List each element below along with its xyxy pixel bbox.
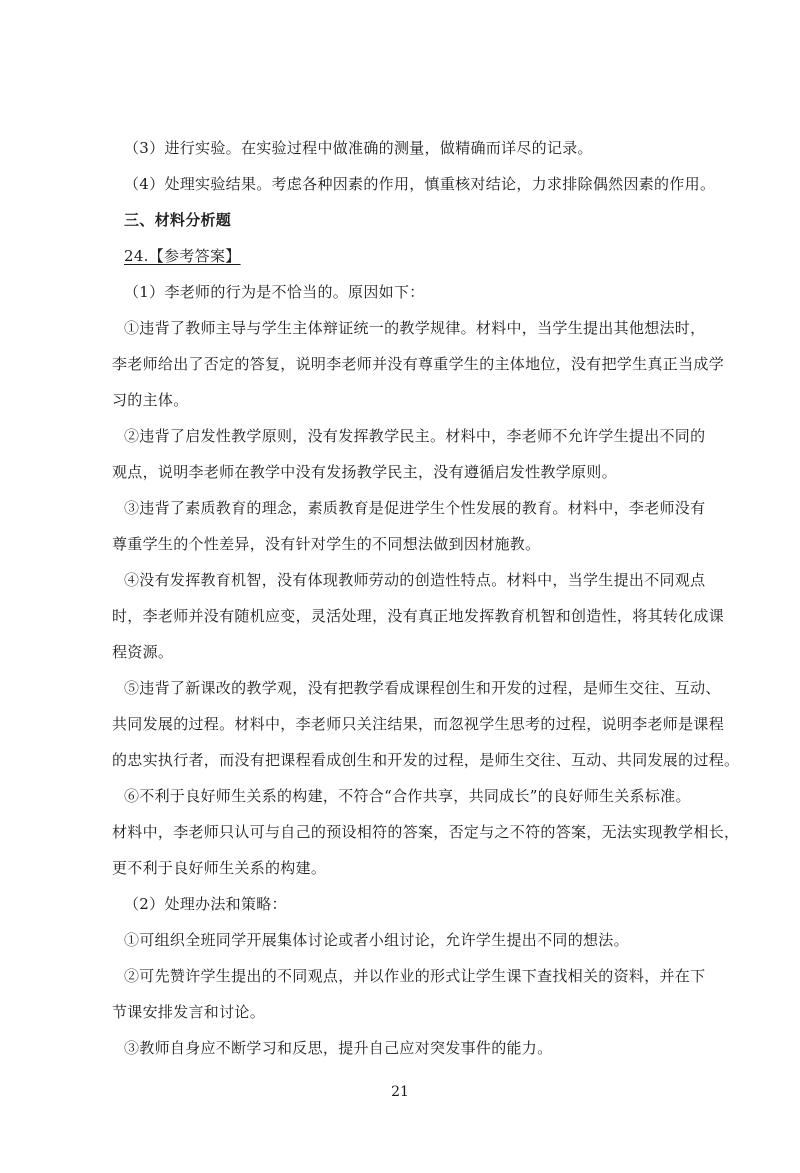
page-number: 21 (391, 1084, 409, 1100)
text-line-point-6a: ⑥不利于良好师生关系的构建，不符合“合作共享，共同成长”的良好师生关系标准。 (124, 787, 691, 805)
text-line-strategy-1: ①可组织全班同学开展集体讨论或者小组讨论，允许学生提出不同的想法。 (124, 931, 629, 949)
text-line-point-4c: 程资源。 (112, 643, 174, 661)
text-line-point-4b: 时，李老师并没有随机应变，灵活处理，没有真正地发挥教育机智和创造性，将其转化成课 (112, 607, 725, 625)
text-line-step-4: （4）处理实验结果。考虑各种因素的作用，慎重核对结论，力求排除偶然因素的作用。 (124, 175, 716, 193)
text-line-strategy-3: ③教师自身应不断学习和反思，提升自己应对突发事件的能力。 (124, 1039, 553, 1057)
section-heading: 三、材料分析题 (124, 211, 232, 229)
text-line-point-5b: 共同发展的过程。材料中，李老师只关注结果，而忽视学生思考的过程，说明李老师是课程 (112, 715, 725, 733)
text-line-part-2-intro: （2）处理办法和策略： (124, 895, 287, 913)
text-line-point-1a: ①违背了教师主导与学生主体辩证统一的教学规律。材料中，当学生提出其他想法时， (124, 319, 706, 337)
text-line-step-3: （3）进行实验。在实验过程中做准确的测量，做精确而详尽的记录。 (124, 139, 593, 157)
text-line-point-6c: 更不利于良好师生关系的构建。 (112, 859, 327, 877)
text-line-point-1b: 李老师给出了否定的答复，说明李老师并没有尊重学生的主体地位，没有把学生真正当成学 (112, 355, 725, 373)
text-line-point-4a: ④没有发挥教育机智，没有体现教师劳动的创造性特点。材料中，当学生提出不同观点 (124, 571, 706, 589)
text-line-point-6b: 材料中，李老师只认可与自己的预设相符的答案，否定与之不符的答案，无法实现教学相长， (112, 823, 740, 841)
text-line-part-1-intro: （1）李老师的行为是不恰当的。原因如下： (124, 283, 425, 301)
text-line-point-1c: 习的主体。 (112, 391, 189, 409)
text-line-point-2a: ②违背了启发性教学原则，没有发挥教学民主。材料中，李老师不允许学生提出不同的 (124, 427, 706, 445)
text-line-strategy-2b: 节课安排发言和讨论。 (112, 1003, 266, 1021)
text-line-point-2b: 观点，说明李老师在教学中没有发扬教学民主，没有遵循启发性教学原则。 (112, 463, 617, 481)
text-line-point-5c: 的忠实执行者，而没有把课程看成创生和开发的过程，是师生交往、互动、共同发展的过程。 (112, 751, 740, 769)
text-line-point-3b: 尊重学生的个性差异，没有针对学生的不同想法做到因材施教。 (112, 535, 541, 553)
text-line-point-5a: ⑤违背了新课改的教学观，没有把教学看成课程创生和开发的过程，是师生交往、互动、 (124, 679, 721, 697)
text-line-strategy-2a: ②可先赞许学生提出的不同观点，并以作业的形式让学生课下查找相关的资料，并在下 (124, 967, 706, 985)
answer-label: 24.【参考答案】 (124, 247, 241, 265)
text-line-point-3a: ③违背了素质教育的理念，素质教育是促进学生个性发展的教育。材料中，李老师没有 (124, 499, 706, 517)
